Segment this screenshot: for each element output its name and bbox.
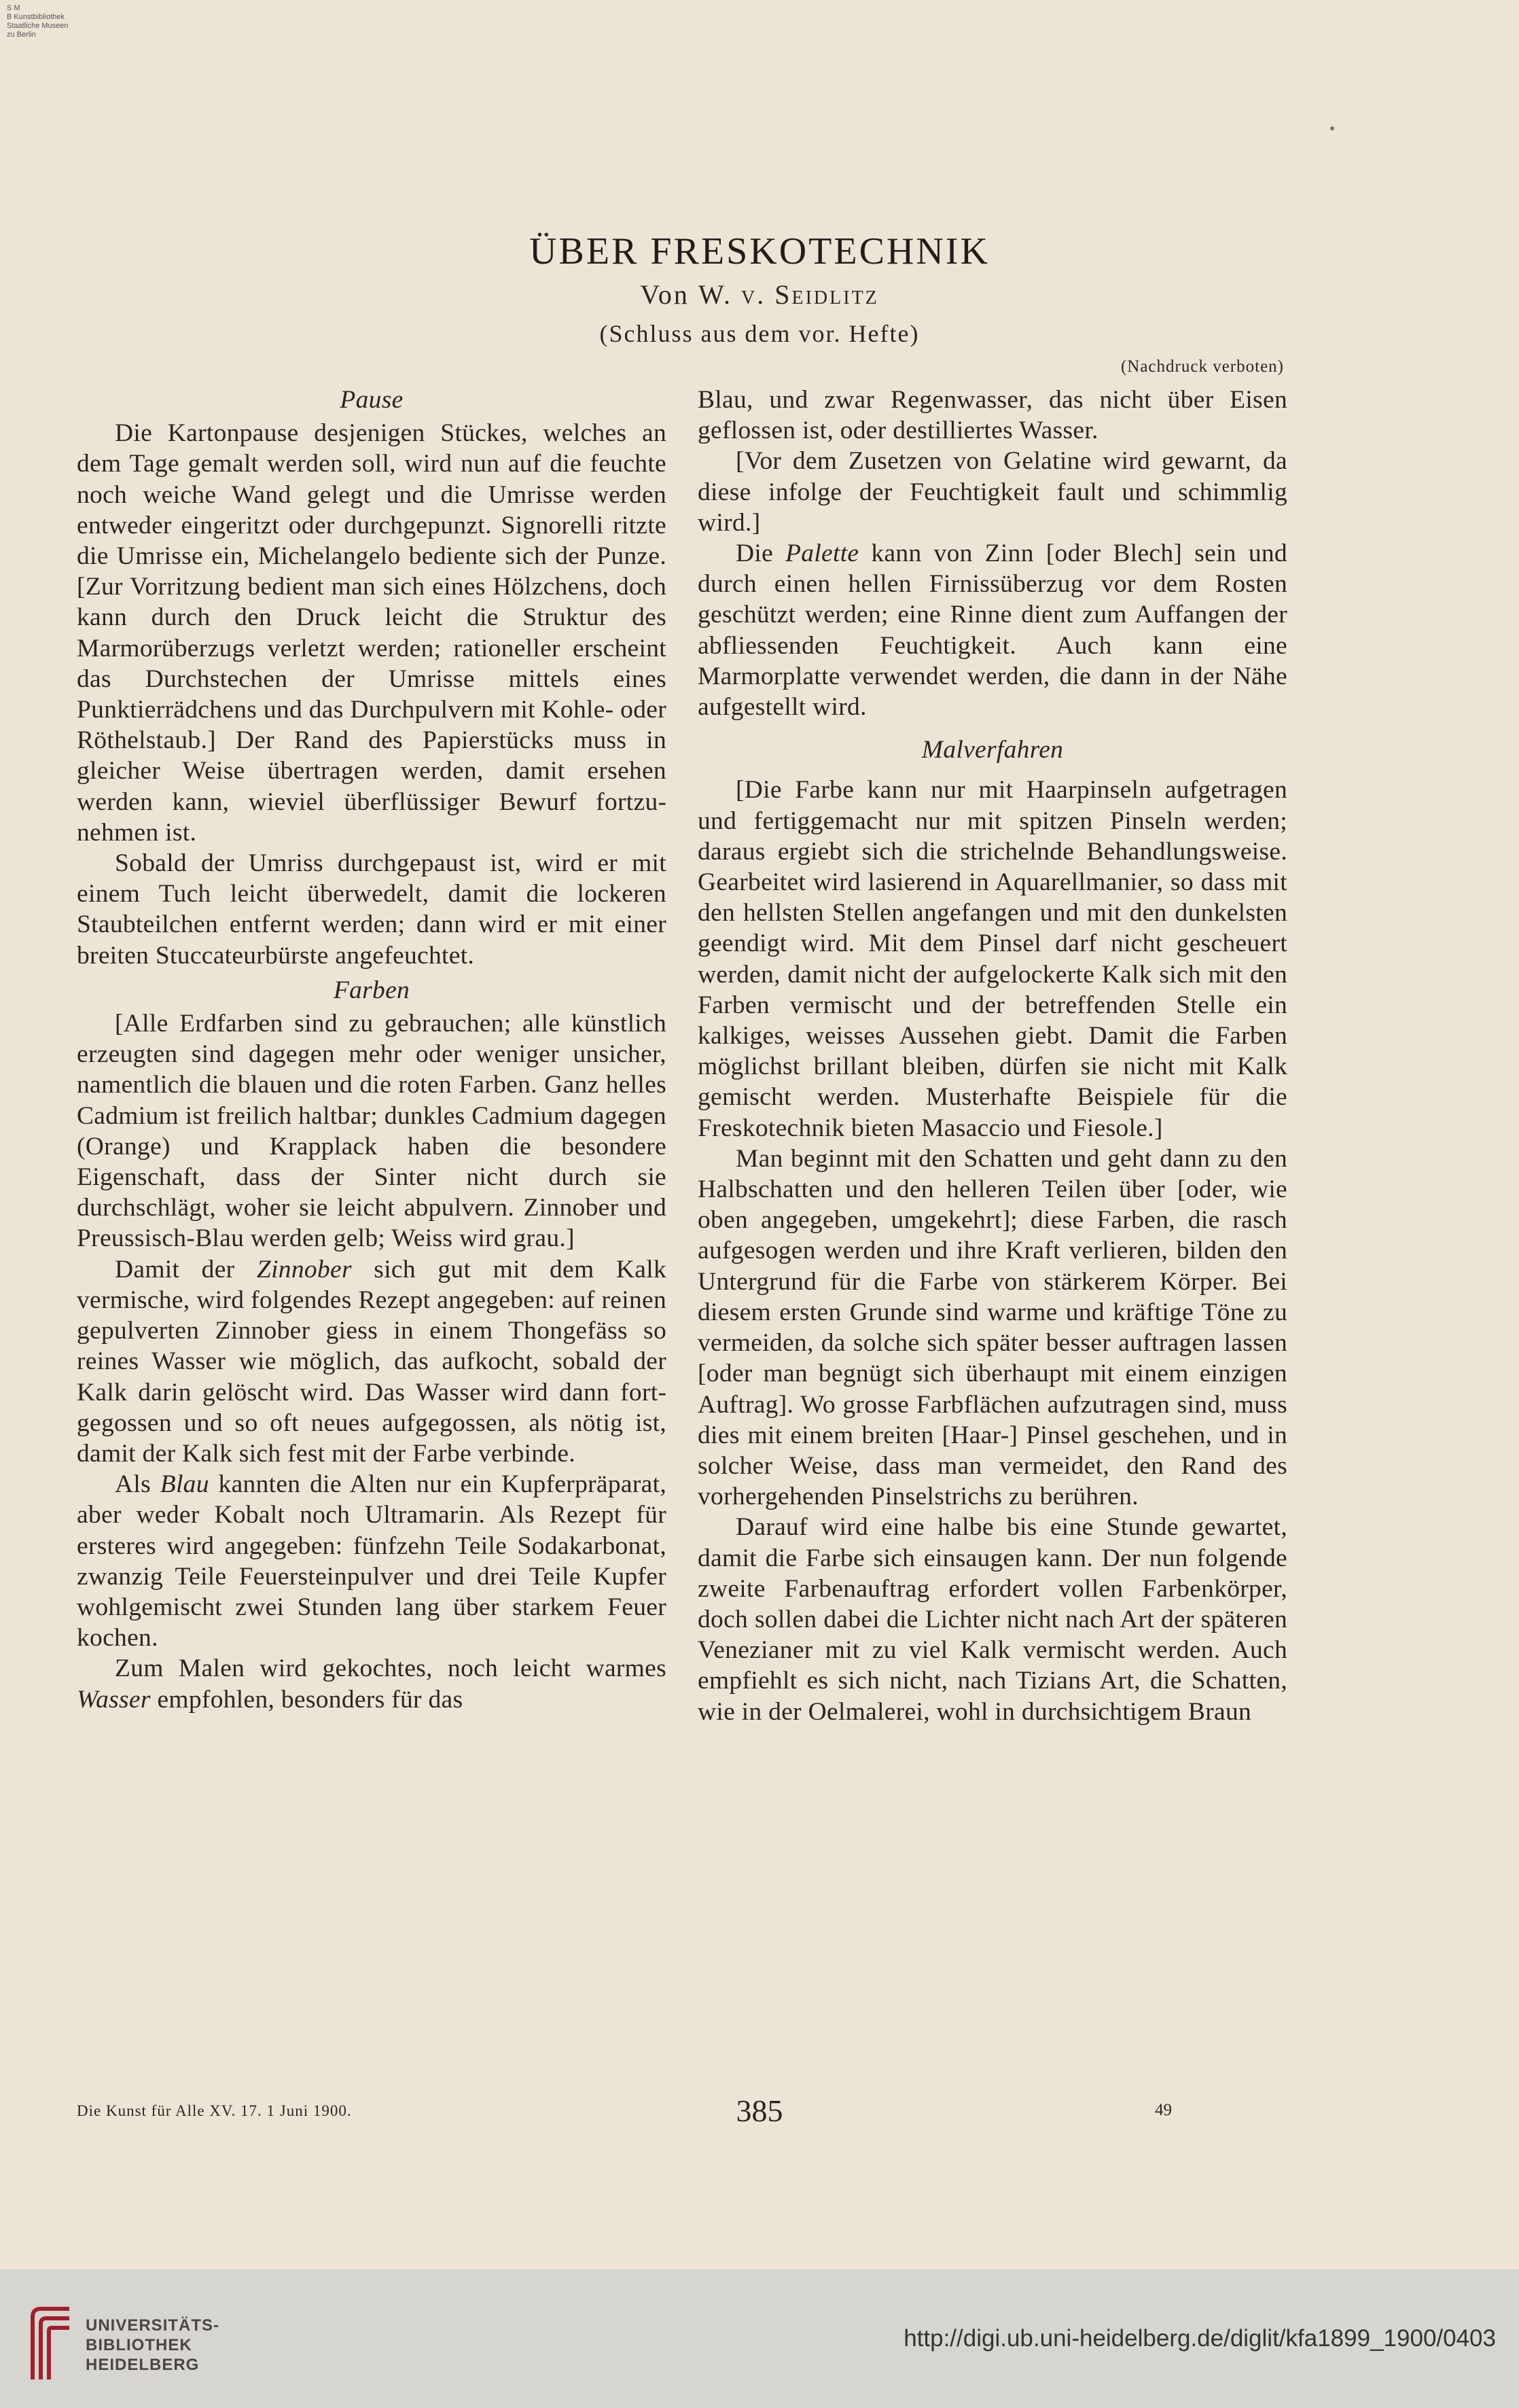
library-name [86,2316,219,2375]
page-number: 385 [736,2093,783,2128]
library-logo-icon [27,2303,75,2385]
right-column [698,385,1287,1727]
library-stamp [7,4,69,39]
emphasis: Palette [785,539,859,568]
text-run: kann von Zinn [oder Blech] sein und durch einen hellen Firnissüberzug vor dem Rosten geschützt werden; eine Rinne dient zum Auffangen der abfliessenden Feuchtigkeit. Auch kann eine Marmorplatte verwendet werden, die dann in der Nähe aufgestellt wird. [698,539,1287,722]
permalink-url[interactable]: http://digi.ub.uni-heidelberg.de/diglit/kfa1899_1900/0403 [904,2325,1496,2352]
stamp-line: Staatliche Museen [7,22,69,30]
library-name-line: HEIDELBERG [86,2356,200,2374]
emphasis: Blau [160,1470,209,1499]
text-run: sich gut mit dem Kalk vermische, wird folgendes Rezept angegeben: auf reinen gepulverten Zinnober giess in einem Thongefäss so reines Wasser wie möglich, das aufkocht, sobald der Kalk darin gelöscht wird. Das Wasser wird dann fortgegossen und so oft neues aufgegossen, als nötig ist, damit der Kalk sich fest mit der Farbe verbinde. [77,1255,666,1468]
text-run: Damit der [115,1255,257,1283]
paragraph: Sobald der Umriss durchgepaust ist, wird er mit einem Tuch leicht überwedelt, damit die lockeren Staubteilchen entfernt werden; dann wird er mit einer breiten Stuccateurbürste angefeuchtet. [77,849,666,970]
article-title: ÜBER FRESKOTECHNIK [529,230,990,272]
paragraph: [Die Farbe kann nur mit Haarpinseln aufgetragen und fertiggemacht nur mit spitzen Pinseln werden; daraus ergiebt sich die strichelnde Behandlungsweise. Gearbeitet wird lasierend in Aquarellmanier, so dass mit den hellsten Stellen angefangen und mit den dunkelsten geendigt wird. Mit dem Pinsel darf nicht gescheuert werden, damit nicht der aufgelockerte Kalk sich mit den Farben vermischt und der betreffenden Stelle ein kalkiges, weisses Aussehen giebt. Damit die Farben möglichst brillant bleiben, dürfen sie nicht mit Kalk gemischt werden. Musterhafte Beispiele für die Freskotechnik bieten Masaccio und Fiesole.] [698,776,1287,1142]
byline-author: W. v. Seidlitz [698,279,879,310]
section-heading-farben: Farben [333,976,410,1004]
paragraph [698,538,1287,722]
paragraph: [Vor dem Zusetzen von Gelatine wird gewarnt, da diese infolge der Feuchtigkeit fault und schimmlig wird.] [698,447,1287,537]
library-name-line: UNIVERSITÄTS- [86,2316,220,2335]
emphasis: Zinnober [256,1255,352,1283]
paragraph: Blau, und zwar Regenwasser, das nicht über Eisen geflossen ist, oder destilliertes Wasser. [698,386,1287,445]
signature-mark: 49 [1155,2101,1172,2119]
library-name-line: BIBLIOTHEK [86,2336,192,2354]
paragraph: Man beginnt mit den Schatten und geht dann zu den Halbschatten und den helleren Teilen über [oder, wie oben angegeben, umgekehrt]; diese Farben, die rasch aufgesogen werden und ihre Kraft verlieren, bilden den Untergrund für die Farbe von stärkerem Körper. Bei diesem ersten Grunde sind warme und kräftige Töne zu vermeiden, da solche sich später besser auftragen lassen [oder man begnügt sich überhaupt mit einem einzigen Auftrag]. Wo grosse Farbflächen aufzutragen sind, muss dies mit einem breiten [Haar-] Pinsel geschehen, und in solcher Weise, dass man vermeidet, den Rand des vorhergehenden Pinselstrichs zu berühren. [698,1144,1287,1511]
left-column [77,380,666,1715]
emphasis: Wasser [77,1685,151,1714]
stamp-line: S M [7,4,20,12]
text-run: Die [736,539,786,568]
section-heading-pause: Pause [340,386,404,414]
text-run: Zum Malen wird gekochtes, noch leicht warmes [115,1654,666,1683]
ink-speck [1330,126,1334,130]
rights-note: (Nachdruck verboten) [1120,357,1284,376]
text-run: empfohlen, besonders für das [150,1685,463,1714]
text-run: Als [115,1470,160,1499]
paragraph: Darauf wird eine halbe bis eine Stunde gewartet, damit die Farbe sich einsaugen kann. Der nun folgende zweite Farbenauftrag erfordert vollen Farbenkörper, doch sollen dabei die Lichter nicht nach Art der späteren Venezianer mit zu viel Kalk vermischt werden. Auch empfiehlt es sich nicht, nach Tizians Art, die Schatten, wie in der Oelmalerei, wohl in durchsichtigem Braun [698,1513,1287,1726]
continuation-note: (Schluss aus dem vor. Hefte) [599,320,920,347]
paragraph: Die Kartonpause desjenigen Stückes, welches an dem Tage gemalt werden soll, wird nun auf die feuchte noch weiche Wand gelegt und die Umrisse werden entweder eingeritzt oder durchgepunzt. Signorelli ritzte die Umrisse ein, Michelangelo bediente sich der Punze. [Zur Vorritzung bedient man sich eines Hölzchens, doch kann durch den Druck leicht die Struktur des Marmorüberzugs verletzt werden; rationeller erscheint das Durchstechen der Umrisse mittels eines Punktierrädchens und das Durchpulvern mit Kohle- oder Röthelstaub.] Der Rand des Papierstücks muss in gleicher Weise übertragen werden, damit ersehen werden kann, wieviel überflüssiger Bewurf fortzunehmen ist. [77,419,666,847]
stamp-line: B Kunstbibliothek [7,13,65,21]
paragraph [77,1653,666,1714]
paragraph: [Alle Erdfarben sind zu gebrauchen; alle künstlich erzeugten sind dagegen mehr oder weniger unsicher, namentlich die blauen und die roten Farben. Ganz helles Cadmium ist freilich haltbar; dunkles Cadmium dagegen (Orange) und Krapplack haben die besondere Eigenschaft, dass der Sinter nicht durch sie durchschlägt, woher sie leicht abpulvern. Zinnober und Preussisch-Blau werden gelb; Weiss wird grau.] [77,1010,666,1253]
text-run: kannten die Alten nur ein Kupferpräparat, aber weder Kobalt noch Ultramarin. Als Rezept für ersteres wird angegeben: fünfzehn Teile Sodakarbonat, zwanzig Teile Feuersteinpulver und drei Teile Kupfer wohlgemischt zwei Stunden lang über starkem Feuer kochen. [77,1470,667,1652]
stamp-line: zu Berlin [7,31,36,39]
journal-reference: Die Kunst für Alle XV. 17. 1 Juni 1900. [77,2102,352,2119]
article-byline [0,279,1519,311]
paragraph [77,1469,666,1653]
section-heading-malverfahren: Malverfahren [921,736,1064,764]
paragraph [77,1254,666,1469]
byline-von: Von [640,279,690,310]
